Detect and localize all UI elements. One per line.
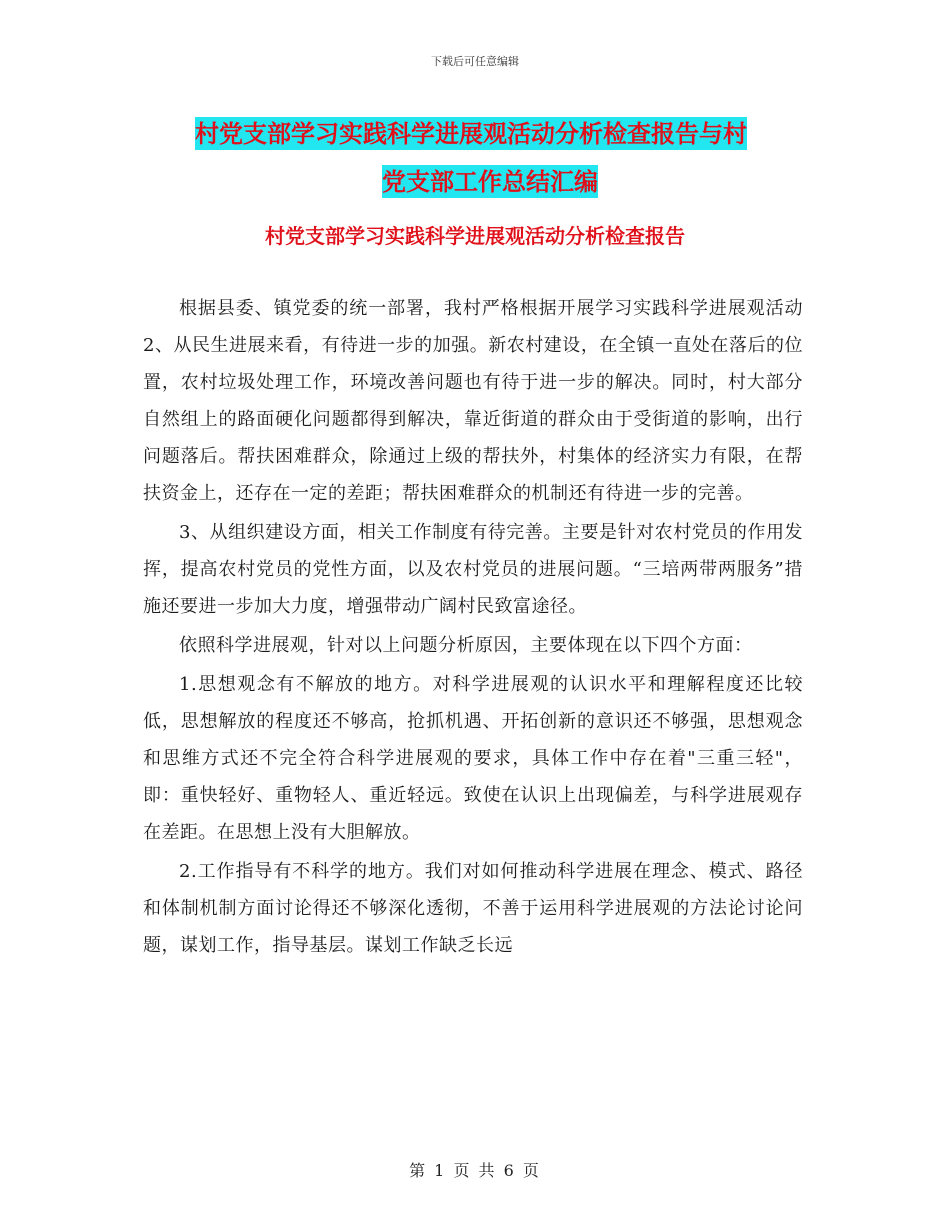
paragraph: 2.工作指导有不科学的地方。我们对如何推动科学进展在理念、模式、路径和体制机制方面讨论得还不够深化透彻，不善于运用科学进展观的方法论讨论问题，谋划工作，指导基层。谋划工作缺乏长远: [143, 861, 803, 956]
page-number: 第 1 页 共 6 页: [409, 1161, 541, 1180]
title-line-2: 党支部工作总结汇编: [382, 167, 598, 196]
body-text: [143, 290, 803, 964]
paragraph: 根据县委、镇党委的统一部署，我村严格根据开展学习实践科学进展观活动 2、从民生进展来看，有待进一步的加强。新农村建设，在全镇一直处在落后的位置，农村垃圾处理工作，环境改善问题也有待于进一步的解决。同时，村大部分自然组上的路面硬化问题都得到解决，靠近街道的群众由于受街道的影响，出行问题落后。帮扶困难群众，除通过上级的帮扶外，村集体的经济实力有限，在帮扶资金上，还存在一定的差距；帮扶困难群众的机制还有待进一步的完善。: [143, 298, 803, 504]
paragraph: 3、从组织建设方面，相关工作制度有待完善。主要是针对农村党员的作用发挥，提高农村党员的党性方面，以及农村党员的进展问题。“三培两带两服务”措施还要进一步加大力度，增强带动广阔村民致富途径。: [143, 522, 803, 617]
paragraph: 1.思想观念有不解放的地方。对科学进展观的认识水平和理解程度还比较低，思想解放的程度还不够高，抢抓机遇、开拓创新的意识还不够强，思想观念和思维方式还不完全符合科学进展观的要求，具体工作中存在着"三重三轻"，即：重快轻好、重物轻人、重近轻远。致使在认识上出现偏差，与科学进展观存在差距。在思想上没有大胆解放。: [143, 674, 803, 843]
section-title: 村党支部学习实践科学进展观活动分析检查报告: [265, 224, 685, 248]
header-note: 下载后可任意编辑: [431, 55, 519, 68]
title-line-1: 村党支部学习实践科学进展观活动分析检查报告与村: [195, 119, 747, 148]
paragraph: 依照科学进展观，针对以上问题分析原因，主要体现在以下四个方面：: [179, 635, 753, 656]
document-title: [180, 110, 810, 206]
